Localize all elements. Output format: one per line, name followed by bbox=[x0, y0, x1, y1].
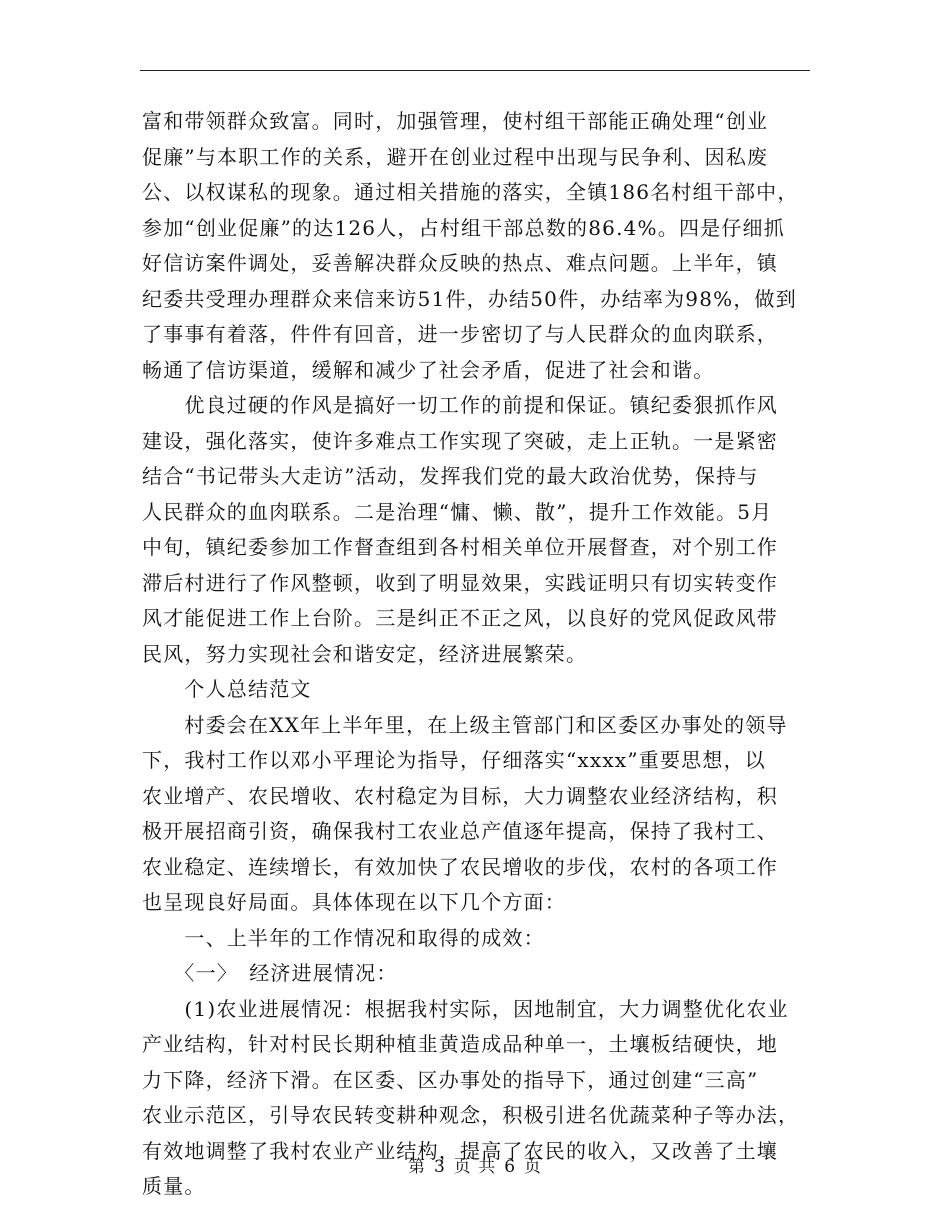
text-line: 中旬，镇纪委参加工作督查组到各村相关单位开展督查，对个别工作 bbox=[142, 535, 778, 559]
text-line: 建设，强化落实，使许多难点工作实现了突破，走上正轨。一是紧密 bbox=[142, 428, 778, 453]
text-line: 民风，努力实现社会和谐安定，经济进展繁荣。 bbox=[142, 641, 588, 666]
total-pages-number: 6 bbox=[504, 1157, 517, 1177]
text-line: 人民群众的血肉联系。二是治理“慵、懒、散”，提升工作效能。5月 bbox=[142, 499, 773, 524]
text-line: 力下降，经济下滑。在区委、区办事处的指导下，通过创建“三高” bbox=[142, 1067, 759, 1092]
page-footer bbox=[0, 1152, 950, 1177]
section-heading: 一、上半年的工作情况和取得的成效： bbox=[142, 925, 545, 950]
subsection-heading: 〈一〉 经济进展情况： bbox=[142, 961, 398, 985]
page-label-prefix: 第 bbox=[407, 1157, 426, 1177]
text-line: 纪委共受理办理群众来信来访51件，办结50件，办结率为98%，做到 bbox=[142, 286, 797, 311]
text-line: 促廉”与本职工作的关系，避开在创业过程中出现与民争利、因私废 bbox=[142, 144, 769, 169]
section-title: 个人总结范文 bbox=[142, 677, 312, 701]
text-line: 农业增产、农民增收、农村稳定为目标，大力调整农业经济结构，积 bbox=[142, 783, 778, 808]
text-line: 质量。 bbox=[142, 1174, 206, 1198]
text-line: 有效地调整了我村农业产业结构，提高了农民的收入，又改善了土壤 bbox=[142, 1138, 778, 1163]
header-rule bbox=[140, 70, 810, 71]
current-page-number: 3 bbox=[433, 1157, 446, 1177]
page-label-mid: 页 共 bbox=[453, 1157, 497, 1177]
text-line: 滞后村进行了作风整顿，收到了明显效果，实践证明只有切实转变作 bbox=[142, 570, 778, 595]
text-line: 畅通了信访渠道，缓解和减少了社会矛盾，促进了社会和谐。 bbox=[142, 357, 715, 382]
text-line: 也呈现良好局面。具体体现在以下几个方面： bbox=[142, 890, 566, 914]
text-line: 富和带领群众致富。同时，加强管理，使村组干部能正确处理“创业 bbox=[142, 109, 769, 133]
text-line: 公、以权谋私的现象。通过相关措施的落实，全镇186名村组干部中， bbox=[142, 180, 799, 204]
text-line: 农业稳定、连续增长，有效加快了农民增收的步伐，农村的各项工作 bbox=[142, 854, 778, 879]
text-line: 结合“书记带头大走访”活动，发挥我们党的最大政治优势，保持与 bbox=[142, 464, 759, 488]
text-line: 优良过硬的作风是搞好一切工作的前提和保证。镇纪委狠抓作风 bbox=[142, 393, 778, 417]
text-line: 了事事有着落，件件有回音，进一步密切了与人民群众的血肉联系， bbox=[142, 322, 778, 346]
text-line: 下，我村工作以邓小平理论为指导，仔细落实“xxxx”重要思想，以 bbox=[142, 748, 766, 772]
page-label-suffix: 页 bbox=[524, 1157, 543, 1177]
text-line: 好信访案件调处，妥善解决群众反映的热点、难点问题。上半年，镇 bbox=[142, 251, 778, 275]
text-line: 村委会在XX年上半年里，在上级主管部门和区委区办事处的领导 bbox=[142, 712, 788, 737]
text-line: 参加“创业促廉”的达126人，占村组干部总数的86.4%。四是仔细抓 bbox=[142, 215, 785, 240]
document-body bbox=[142, 104, 810, 1205]
text-line: (1)农业进展情况：根据我村实际，因地制宜，大力调整优化农业 bbox=[142, 996, 789, 1021]
text-line: 极开展招商引资，确保我村工农业总产值逐年提高，保持了我村工、 bbox=[142, 819, 778, 843]
text-line: 农业示范区，引导农民转变耕种观念，积极引进名优蔬菜种子等办法， bbox=[142, 1103, 800, 1127]
text-line: 风才能促进工作上台阶。三是纠正不正之风，以良好的党风促政风带 bbox=[142, 606, 778, 630]
text-line: 产业结构，针对村民长期种植韭黄造成品种单一，土壤板结硬快，地 bbox=[142, 1032, 778, 1056]
